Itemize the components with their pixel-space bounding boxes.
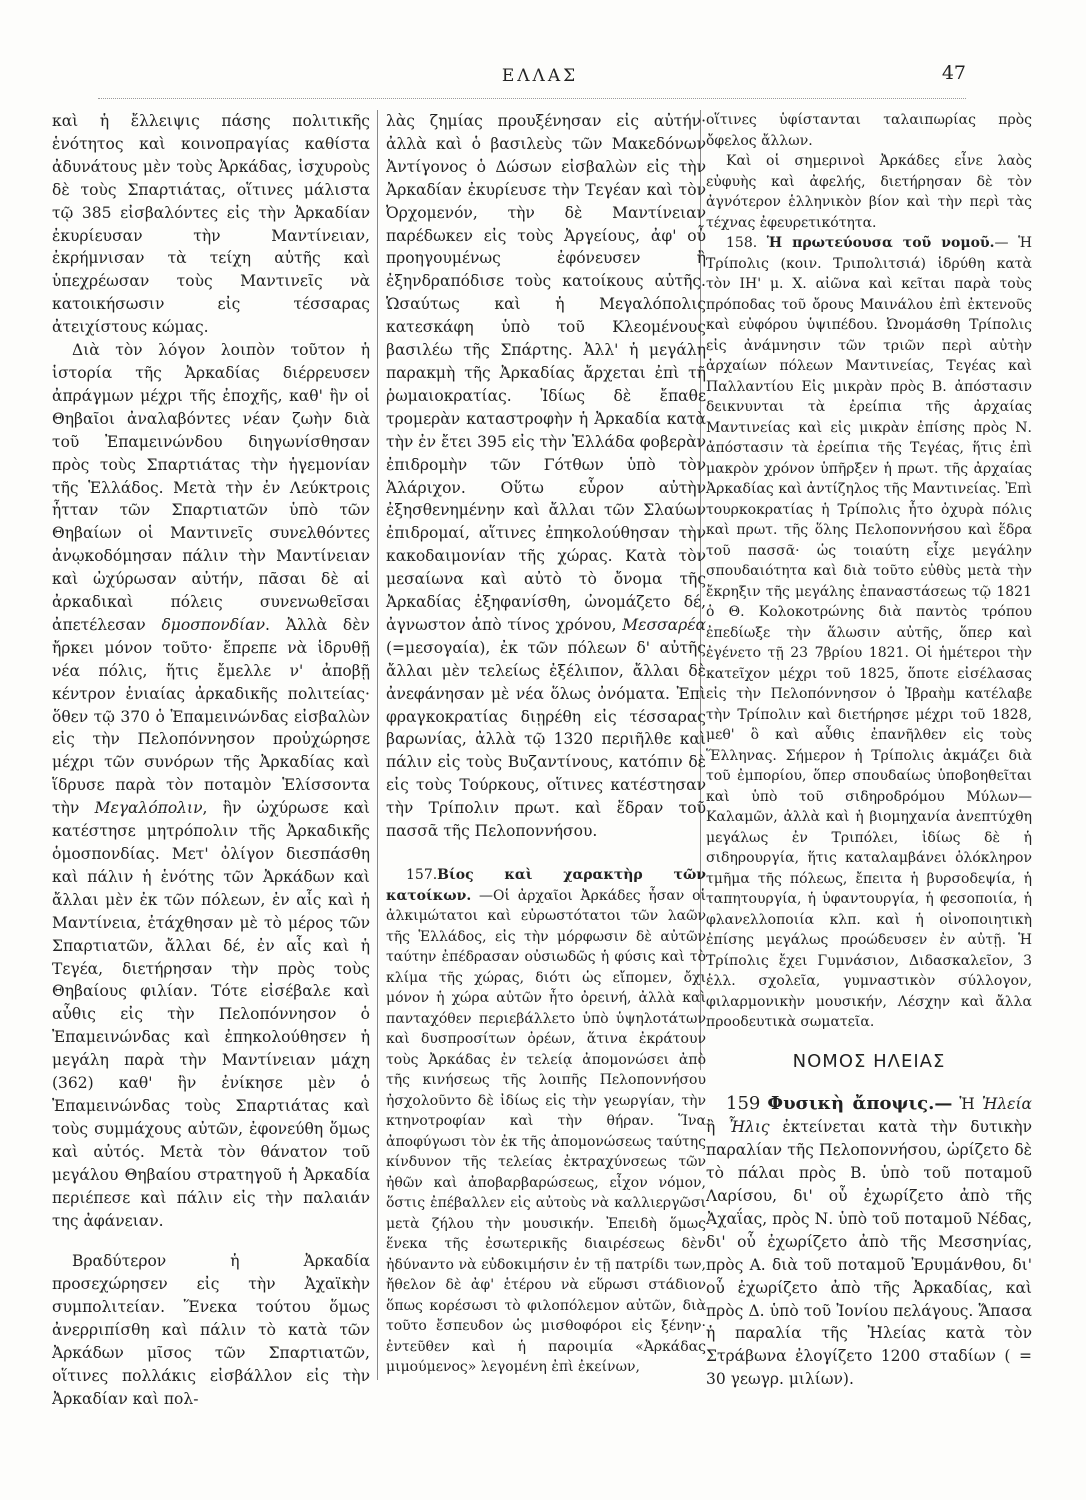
section-number: 158.	[726, 235, 758, 251]
italic-term: Μεσσαρέα	[622, 615, 706, 634]
section-text: —Οἱ ἀρχαῖοι Ἀρκάδες ἦσαν οἱ ἀλκιμώτατοι καὶ εὐρωστότατοι τῶν λαῶν τῆς Ἑλλάδος, εἰς τὴν μόρφωσιν δὲ αὐτῶν ταύτην ἐπέδρασαν οὐσιωδῶς ἡ φύσις καὶ τὸ κλίμα τῆς χώρας, διότι ὡς εἴπομεν, ὄχι μόνον ἡ χώρα αὐτῶν ἦτο ὀρεινή, ἀλλὰ καὶ πανταχόθεν περιεβάλλετο ὑπὸ ὑψηλοτάτων καὶ δυσπροσίτων ὀρέων, ἅτινα ἐκράτουν τοὺς Ἀρκάδας ἐν τελείᾳ ἀπομονώσει ἀπὸ τῆς κινήσεως τῆς λοιπῆς Πελοποννήσου ἠσχολοῦντο δὲ ἰδίως εἰς τὴν γεωργίαν, τὴν κτηνοτροφίαν καὶ τὴν θήραν. Ἵνα ἀποφύγωσι τὸν ἐκ τῆς ἀπομονώσεως ταύτης κίνδυνον τῆς τελείας ἐκτραχύνσεως τῶν ἠθῶν καὶ ἀποβαρβαρώσεως, εἶχον νόμον, ὅστις ἐπέβαλλεν εἰς αὐτοὺς νὰ καλλιεργῶσι μετὰ ζήλου τὴν μουσικήν. Ἐπειδὴ ὅμως ἕνεκα τῆς ἐσωτερικῆς διαιρέσεως δὲν ἠδύναντο νὰ εὐδοκιμήσιν ἐν τῇ πατρίδι των, ἤθελον δὲ ἀφ' ἑτέρου νὰ εὕρωσι στάδιον ὅπως κορέσωσι τὸ φιλοπόλεμον αὐτῶν, διὰ τοῦτο ἔσπευδον ὡς μισθοφόροι εἰς ξένην· ἐντεῦθεν καὶ ἡ παροιμία «Ἀρκάδας μιμούμενος» λεγομένη ἐπὶ ἐκείνων,	[386, 887, 706, 1375]
section-heading: Ἡ πρωτεύουσα τοῦ νομοῦ.	[766, 235, 995, 251]
chapter-heading: ΝΟΜΟΣ ΗΛΕΙΑΣ	[792, 1050, 946, 1072]
section-158	[706, 233, 1032, 1033]
paragraph: Καὶ οἱ σημερινοὶ Ἀρκάδες εἶνε λαὸς εὐφυὴς καὶ ἀφελής, διετήρησαν δὲ τὸν ἀγνότερον ἑλληνικὸν βίον καὶ τὴν περὶ τὰς τέχνας ἐφευρετικότητα.	[706, 153, 1032, 231]
text-run: ἢ	[706, 1118, 716, 1137]
text-run: Διὰ τὸν λόγον λοιπὸν τοῦτον ἡ ἱστορία τῆς Ἀρκαδίας διέρρευσεν ἀπράγμων μέχρι τῆς ἐποχῆς, καθ' ἣν οἱ Θηβαῖοι ἀναλαβόντες νέαν ζωὴν διὰ τοῦ Ἐπαμεινώνδου διηγωνίσθησαν πρὸς τοὺς Σπαρτιάτας τὴν ἡγεμονίαν τῆς Ἑλλάδος. Μετὰ τὴν ἐν Λεύκτροις ἧτταν τῶν Σπαρτιατῶν ὑπὸ τῶν Θηβαίων οἱ Μαντινεῖς συνελθόντες ἀνῳκοδόμησαν πάλιν τὴν Μαντίνειαν καὶ ὠχύρωσαν αὐτήν, πᾶσαι δὲ αἱ ἀρκαδικαὶ πόλεις συνενωθεῖσαι ἀπετέλεσαν	[52, 341, 370, 634]
text-run: (=μεσογαία), ἐκ τῶν πόλεων δ' αὐτῆς ἄλλαι μὲν τελείως ἐξέλιπον, ἄλλαι δὲ ἀνεφάνησαν μὲ νέα ὅλως ὀνόματα. Ἐπὶ φραγκοκρατίας διῃρέθη εἰς τέσσαρας βαρωνίας, ἀλλὰ τῷ 1320 περιῆλθε καὶ πάλιν εἰς τοὺς Βυζαντίνους, κατόπιν δὲ εἰς τοὺς Τούρκους, οἵτινες κατέστησαν τὴν Τρίπολιν πρωτ. καὶ ἕδραν τοῦ πασσᾶ τῆς Πελοποννήσου.	[386, 638, 706, 841]
paragraph: οἵτινες ὑφίστανται ταλαιπωρίας πρὸς ὄφελος ἄλλων.	[706, 112, 1032, 149]
text-run: , ἣν ὠχύρωσε καὶ κατέστησε μητρόπολιν τῆς Ἀρκαδικῆς ὁμοσπονδίας. Μετ' ὀλίγον διεσπάσθη καὶ πάλιν ἡ ἑνότης τῶν Ἀρκάδων καὶ ἄλλαι μὲν ἐκ τῶν πόλεων, ἐν αἷς καὶ ἡ Μαντίνεια, ἐτάχθησαν μὲ τὸ μέρος τῶν Σπαρτιατῶν, ἄλλαι δέ, ἐν αἷς καὶ ἡ Τεγέα, διετήρησαν τὴν πρὸς τοὺς Θηβαίους φιλίαν. Τότε εἰσέβαλε καὶ αὖθις εἰς τὴν Πελοπόννησον ὁ Ἐπαμεινώνδας καὶ ἐπηκολούθησεν ἡ μεγάλη παρὰ τὴν Μαντίνειαν μάχη (362) καθ' ἣν ἐνίκησε μὲν ὁ Ἐπαμεινώνδας τοὺς Σπαρτιάτας καὶ τοὺς συμμάχους αὐτῶν, ἐφονεύθη ὅμως καὶ αὐτός. Μετὰ τὸν θάνατον τοῦ μεγάλου Θηβαίου στρατηγοῦ ἡ Ἀρκαδία περιέπεσε καὶ πάλιν εἰς τὴν παλαιάν της ἀφάνειαν.	[52, 799, 370, 1230]
section-number: 157.	[406, 867, 438, 883]
small-text-block	[706, 110, 1032, 1033]
column-divider	[377, 110, 378, 1380]
paragraph: Βραδύτερον ἡ Ἀρκαδία προσεχώρησεν εἰς τὴν Ἀχαϊκὴν συμπολιτείαν. Ἕνεκα τούτου ὅμως ἀνερριπίσθη καὶ πάλιν τὸ κατὰ τῶν Ἀρκάδων μῖσος τῶν Σπαρτιατῶν, οἵτινες πολλάκις εἰσβάλλον εἰς τὴν Ἀρκαδίαν καὶ πολ-	[52, 1252, 370, 1408]
section-number: 159	[726, 1093, 761, 1115]
section-heading: Βίος καὶ χαρακτὴρ τῶν κατοίκων.	[386, 867, 706, 904]
section-157	[386, 865, 706, 1378]
section-heading: Φυσικὴ ἄποψις.—	[767, 1093, 953, 1115]
text-column-3	[706, 110, 1033, 1389]
text-run: ἐκτείνεται κατὰ τὴν δυτικὴν παραλίαν τῆς Πελοποννήσου, ὡρίζετο δὲ τὸ πάλαι πρὸς Β. ὑπὸ τοῦ ποταμοῦ Λαρίσου, δι' οὗ ἐχωρίζετο ἀπὸ τῆς Ἀχαΐας, πρὸς Ν. ὑπὸ τοῦ ποταμοῦ Νέδας, δι' οὗ ἐχωρίζετο ἀπὸ τῆς Μεσσηνίας, πρὸς Α. διὰ τοῦ ποταμοῦ Ἐρυμάνθου, δι' οὗ ἐχωρίζετο ἀπὸ τῆς Ἀρκαδίας, καὶ πρὸς Δ. ὑπὸ τοῦ Ἰονίου πελάγους. Ἅπασα ἡ παραλία τῆς Ἠλείας κατὰ τὸν Στράβωνα ἐλογίζετο 1200 σταδίων ( = 30 γεωγρ. μιλίων).	[706, 1118, 1033, 1389]
text-run: . Ἀλλὰ δὲν ἤρκει μόνον τοῦτο· ἔπρεπε νὰ ἱδρυθῇ νέα πόλις, ἥτις ἔμελλε ν' ἀποβῇ κέντρον ἑνιαίας ἀρκαδικῆς πολιτείας· ὅθεν τῷ 370 ὁ Ἐπαμεινώνδας εἰσβαλὼν εἰς τὴν Πελοπόννησον προὐχώρησε μέχρι τῶν συνόρων τῆς Ἀρκαδίας καὶ ἵδρυσε παρὰ τὸν ποταμὸν Ἑλίσσοντα τὴν	[52, 615, 370, 818]
text-run: Ἡ	[959, 1095, 975, 1114]
paragraph	[386, 110, 706, 843]
header-rule	[98, 98, 966, 99]
section-text: — Ἡ Τρίπολις (κοιν. Τριπολιτσιά) ἱδρύθη κατὰ τὸν ΙΗ' μ. Χ. αἰῶνα καὶ κεῖται παρὰ τοὺς πρόποδας τοῦ ὄρους Μαινάλου ἐπὶ ἐκτενοῦς καὶ εὐφόρου ὑψιπέδου. Ὠνομάσθη Τρίπολις εἰς ἀνάμνησιν τῶν τριῶν περὶ αὐτὴν ἀρχαίων πόλεων Μαντινείας, Τεγέας καὶ Παλλαντίου Εἰς μικρὰν πρὸς Β. ἀπόστασιν δεικνυνται τὰ ἐρείπια τῆς ἀρχαίας Μαντινείας καὶ εἰς μικρὰν ἐπίσης πρὸς Ν. ἀπόστασιν τὰ ἐρείπια τῆς Τεγέας, ἥτις ἐπὶ μακρὸν χρόνον ὑπῆρξεν ἡ πρωτ. τῆς ἀρχαίας Ἀρκαδίας καὶ ἀντίζηλος τῆς Μαντινείας. Ἐπὶ τουρκοκρατίας ἡ Τρίπολις ἦτο ὀχυρὰ πόλις καὶ πρωτ. τῆς ὅλης Πελοποννήσου καὶ ἕδρα τοῦ πασσᾶ· ὡς τοιαύτη εἶχε μεγάλην σπουδαιότητα καὶ διὰ τοῦτο εὐθὺς μετὰ τὴν ἔκρηξιν τῆς μεγάλης ἐπαναστάσεως τῷ 1821 ὁ Θ. Κολοκοτρώνης διὰ παντὸς τρόπου ἐπεδίωξε τὴν ἅλωσιν αὐτῆς, ὅπερ καὶ ἐγένετο τῇ 23 7βρίου 1821. Οἱ ἡμέτεροι τὴν κατεῖχον μέχρι τοῦ 1825, ὅποτε εἰσέλασας εἰς τὴν Πελοπόννησον ὁ Ἰβραὴμ κατέλαβε τὴν Τρίπολιν καὶ διετήρησε μέχρι τοῦ 1828, μεθ' ὃ καὶ αὖθις ἐπανῆλθεν εἰς τοὺς Ἕλληνας. Σήμερον ἡ Τρίπολις ἀκμάζει διὰ τοῦ ἐμπορίου, ὅπερ σπουδαίως ὑποβοηθεῖται καὶ ὑπὸ τοῦ σιδηροδρόμου Μύλων—Καλαμῶν, ἀλλὰ καὶ ἡ βιομηχανία ἀνεπτύχθη μεγάλως ἐν Τριπόλει, ἰδίως δὲ ἡ σιδηρουργία, ἥτις καταλαμβάνει ὁλόκληρον τμῆμα τῆς πόλεως, ἔπειτα ἡ βυρσοδεψία, ἡ ταπητουργία, ἡ ὑφαντουργία, ἡ φεσοποιία, ἡ φλανελλοποιία κλπ. καὶ ἡ οἰνοποιητικὴ ἐπίσης μεγάλως προώδευσεν ἐν αὐτῇ. Ἡ Τρίπολις ἔχει Γυμνάσιον, Διδασκαλεῖον, 3 ἑλλ. σχολεῖα, γυμναστικὸν σύλλογον, φιλαρμονικὴν μουσικήν, Λέσχην καὶ ἄλλα προοδευτικὰ σωματεῖα.	[706, 235, 1032, 1030]
text-column-2	[386, 110, 706, 1375]
page-number: 47	[941, 62, 966, 84]
paragraph: καὶ ἡ ἔλλειψις πάσης πολιτικῆς ἑνότητος καὶ κοινοπραγίας καθίστα ἀδυνάτους μὲν τοὺς Ἀρκάδας, ἰσχυροὺς δὲ τοὺς Σπαρτιάτας, οἵτινες μάλιστα τῷ 385 εἰσβαλόντες εἰς τὴν Ἀρκαδίαν ἐκυρίευσαν τὴν Μαντίνειαν, ἐκρήμνισαν τὰ τείχη αὐτῆς καὶ ὑπεχρέωσαν τοὺς Μαντινεῖς νὰ κατοικήσωσιν εἰς τέσσαρας ἀτειχίστους κώμας.	[52, 112, 370, 337]
running-title: ΕΛΛΑΣ	[501, 66, 579, 86]
section-159	[706, 1093, 1032, 1391]
italic-term: δμοσπονδίαν	[161, 615, 266, 634]
running-head	[0, 62, 1086, 92]
text-column-1	[52, 110, 370, 1408]
text-run: λὰς ζημίας προυξένησαν εἰς αὐτήν· ἀλλὰ καὶ ὁ βασιλεὺς τῶν Μακεδόνων Ἀντίγονος ὁ Δώσων εἰσβαλὼν εἰς τὴν Ἀρκαδίαν ἐκυρίευσε τὴν Τεγέαν καὶ τὸν Ὀρχομενόν, τὴν δὲ Μαντίνειαν παρέδωκεν εἰς τοὺς Ἀργείους, ἀφ' οὗ προηγουμένως ἐφόνευσεν ἢ ἐξηνδραπόδισε τοὺς κατοίκους αὐτῆς. Ὡσαύτως καὶ ἡ Μεγαλόπολις κατεσκάφη ὑπὸ τοῦ Κλεομένους βασιλέω τῆς Σπάρτης. Ἀλλ' ἡ μεγάλη παρακμὴ τῆς Ἀρκαδίας ἄρχεται ἐπὶ τῆ ῥωμαιοκρατίας. Ἰδίως δὲ ἔπαθε τρομερὰν καταστροφὴν ἡ Ἀρκαδία κατὰ τὴν ἐν ἔτει 395 εἰς τὴν Ἑλλάδα φοβερὰν ἐπιδρομὴν τῶν Γότθων ὑπὸ τὸν Ἀλάριχον. Οὕτω εὗρον αὐτὴν ἐξησθενημένην καὶ ἄλλαι τῶν Σλαύων ἐπιδρομαί, αἵτινες ἐπηκολούθησαν τὴν κακοδαιμονίαν τῆς χώρας. Κατὰ τὸν μεσαίωνα καὶ αὐτὸ τὸ ὄνομα τῆς Ἀρκαδίας ἐξηφανίσθη, ὠνομάζετο δέ, ἀγνωστον ἀπὸ τίνος χρόνου,	[386, 112, 706, 634]
paragraph	[52, 339, 370, 1232]
italic-term: Ἦλις	[728, 1118, 770, 1137]
italic-term: Μεγαλόπολιν	[94, 799, 203, 818]
italic-term: Ἠλεία	[981, 1095, 1032, 1114]
